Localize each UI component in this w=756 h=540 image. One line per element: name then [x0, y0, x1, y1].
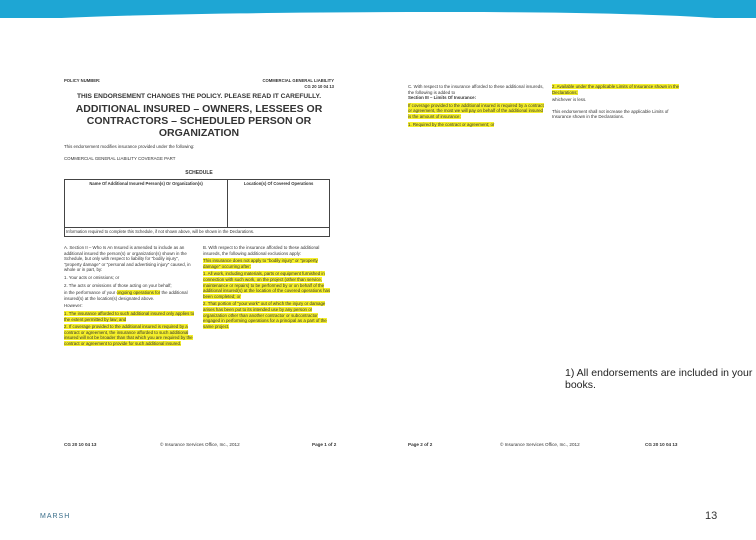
page2-columns	[408, 84, 688, 127]
ongoing-ops-highlight: ongoing operations for	[116, 290, 161, 296]
section-b-item-2: 2. That portion of "your work" out of which the injury or damage arises has been put to its intended use by any person or organization other than another contractor or subcontractor engaged in performing operations for a principal as a part of the same project.	[203, 301, 327, 329]
however-item-1: 1. The insurance afforded to such additional insured only applies to the extent permitted by law; and	[64, 310, 195, 322]
endorsement-page-2	[408, 78, 688, 458]
p2-footer-copyright: © Insurance Services Office, Inc., 2012	[500, 442, 580, 447]
endorsement-title: ADDITIONAL INSURED – OWNERS, LESSEES OR CONTRACTORS – SCHEDULED PERSON OR ORGANIZATION	[75, 103, 323, 139]
page1-right-column	[203, 245, 334, 347]
whichever-less: whichever is less.	[552, 97, 587, 103]
policy-type: COMMERCIAL GENERAL LIABILITY	[262, 78, 334, 83]
section-b-item-1: 1. All work, including materials, parts or equipment furnished in connection with such work, on the project (other than service, maintenance or repairs) to be performed by or on behalf of the additional insured(s) at the location of the covered operations has been completed; or	[203, 271, 331, 299]
schedule-label: SCHEDULE	[185, 170, 213, 176]
banner-wave	[0, 12, 756, 24]
p1-footer-page: Page 1 of 2	[312, 442, 337, 447]
section-a-item-1: 1. Your acts or omissions; or	[64, 274, 120, 280]
slide-top-banner	[0, 0, 756, 18]
page2-left-column	[408, 84, 544, 127]
schedule-col-name: Name Of Additional Insured Person(s) Or Organization(s)	[65, 180, 228, 228]
policy-number-label: POLICY NUMBER:	[64, 78, 101, 83]
form-code-top: CG 20 10 04 13	[304, 84, 334, 89]
slide-number: 13	[705, 510, 718, 522]
modifies-text: This endorsement modifies insurance provided under the following:	[64, 144, 195, 149]
page1-columns	[64, 245, 334, 347]
section-b: B. With respect to the insurance afforded to these additional insureds, the following additional exclusions apply:	[203, 245, 320, 256]
section-a: A. Section II – Who Is An Insured is amended to include as an additional insured the person(s) or organization(s) shown in the Schedule, but only with respect to liability for "bodily injury", "property damage" or "personal and advertising injury" caused, in whole or in part, by:	[64, 245, 191, 273]
section-c-closing: This endorsement shall not increase the applicable Limits of Insurance shown in the Declarations.	[552, 108, 669, 120]
section-a-continuation	[64, 290, 195, 301]
continuation-pre: in the performance of your	[64, 290, 116, 296]
coverage-part: COMMERCIAL GENERAL LIABILITY COVERAGE PART	[64, 156, 176, 161]
section-c-heading: Section III – Limits Of Insurance:	[408, 95, 477, 101]
section-c-highlight: If coverage provided to the additional insured is required by a contract or agreement, the most we will pay on behalf of the additional insured is the amount of insurance:	[408, 102, 544, 119]
page1-left-column	[64, 245, 195, 347]
schedule-table	[64, 179, 330, 237]
section-a-item-2: 2. The acts or omissions of those acting on your behalf;	[64, 282, 172, 288]
however-label: However:	[64, 303, 83, 309]
brand-logo: MARSH	[40, 513, 71, 520]
continuation-post: the additional insured(s) at the location(s) designated above.	[64, 290, 188, 301]
schedule-note: Information required to complete this Schedule, if not shown above, will be shown in the Declarations.	[65, 228, 330, 237]
endorsement-page-1	[64, 78, 337, 458]
p1-footer-code: CG 20 10 04 13	[64, 442, 97, 447]
p2-footer-code: CG 20 10 04 13	[645, 442, 678, 447]
section-c-item-2: 2. Available under the applicable Limits of Insurance shown in the Declarations;	[552, 84, 680, 95]
p2-footer-page: Page 2 of 2	[408, 442, 433, 447]
section-c-item-1: 1. Required by the contract or agreement; or	[408, 121, 495, 127]
section-c-intro: C. With respect to the insurance afforded to these additional insureds, the following is added to	[408, 84, 544, 95]
schedule-col-location: Location(s) Of Covered Operations	[228, 180, 330, 228]
page2-right-column	[552, 84, 688, 127]
section-b-highlight: This insurance does not apply to "bodily injury" or "property damage" occurring after:	[203, 258, 318, 269]
books-note: 1) All endorsements are included in your books.	[565, 367, 753, 391]
changes-notice: THIS ENDORSEMENT CHANGES THE POLICY. PLEASE READ IT CAREFULLY.	[76, 93, 322, 100]
however-item-2: 2. If coverage provided to the additional insured is required by a contract or agreement, the insurance afforded to such additional insured will not be broader than that which you are required by the contract or agreement to provide for such additional insured.	[64, 324, 193, 346]
p1-footer-copyright: © Insurance Services Office, Inc., 2012	[160, 442, 240, 447]
